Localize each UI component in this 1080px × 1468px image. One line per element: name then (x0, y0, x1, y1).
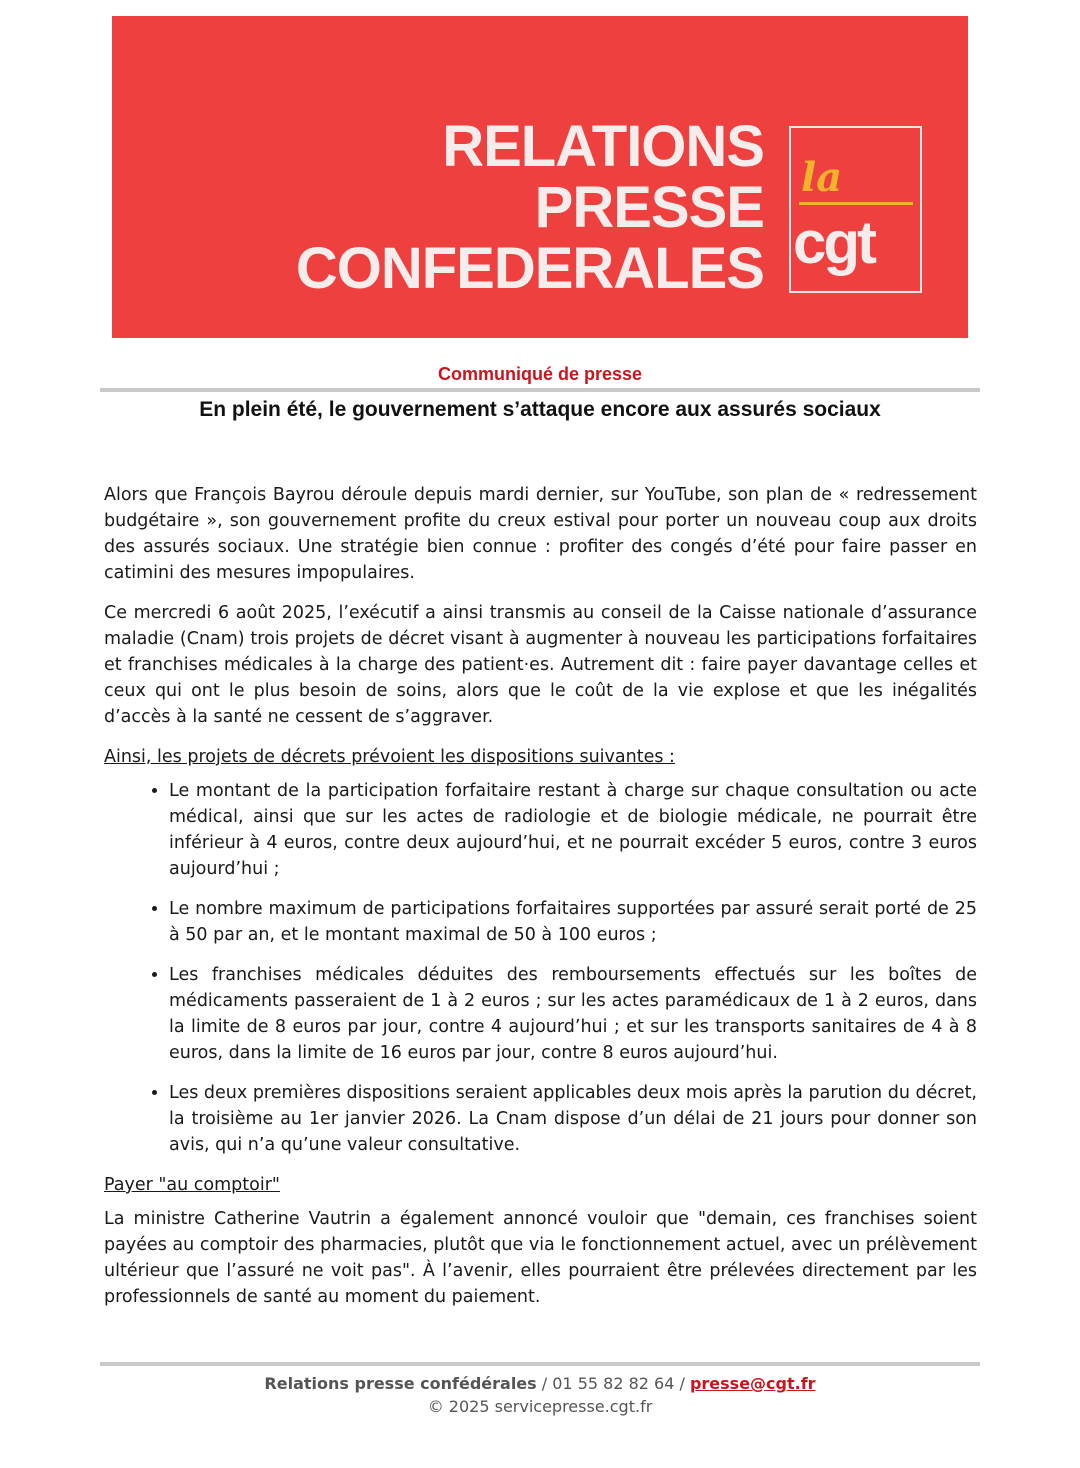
intro-paragraph: Alors que François Bayrou déroule depuis mardi dernier, sur YouTube, son plan de « redressement budgétaire », son gouvernement profite du creux estival pour porter un nouveau coup aux droits des assurés sociaux. Une stratégie bien connue : profiter des congés d’été pour faire passer en catimini des mesures impopulaires. (104, 485, 977, 583)
banner-title-line: PRESSE (534, 175, 764, 240)
logo-cgt-text: cgt (793, 209, 874, 276)
document-type-label: Communiqué de presse (437, 364, 643, 384)
banner-title (296, 116, 764, 299)
section-heading-dispositions: Ainsi, les projets de décrets prévoient les dispositions suivantes : (104, 747, 675, 767)
footer-separator: / (536, 1374, 553, 1393)
list-item: • Le montant de la participation forfaitaire restant à charge sur chaque consultation ou acte médical, ainsi que sur les actes de radiologie et de biologie médicale, ne pourrait être inférieur à 4 euros, contre deux aujourd’hui, et ne pourrait excéder 5 euros, contre 3 euros aujourd’hui ; (169, 778, 977, 882)
section-heading-comptoir: Payer "au comptoir" (104, 1175, 280, 1195)
press-release-body (104, 482, 977, 1324)
header-banner (112, 16, 968, 338)
list-item: • Les franchises médicales déduites des remboursements effectués sur les boîtes de médicaments passeraient de 1 à 2 euros ; sur les actes paramédicaux de 1 à 2 euros, dans la limite de 8 euros par jour, contre 4 aujourd’hui ; et sur les transports sanitaires de 4 à 8 euros, dans la limite de 16 euros par jour, contre 8 euros aujourd’hui. (169, 962, 977, 1066)
footer-email-link[interactable]: presse@cgt.fr (689, 1374, 816, 1393)
banner-title-line: RELATIONS (442, 114, 764, 179)
footer (0, 1372, 1080, 1418)
footer-phone: 01 55 82 82 64 (552, 1374, 675, 1393)
footer-separator: / (674, 1374, 690, 1393)
dispositions-list (104, 778, 977, 1158)
banner-title-line: CONFEDERALES (295, 236, 764, 301)
comptoir-paragraph: La ministre Catherine Vautrin a également annoncé vouloir que "demain, ces franchises soient payées au comptoir des pharmacies, plutôt que via le fonctionnement actuel, avec un prélèvement ultérieur que l’assuré ne voit pas". À l’avenir, elles pourraient être prélevées directement par les professionnels de santé au moment du paiement. (104, 1209, 977, 1307)
context-paragraph: Ce mercredi 6 août 2025, l’exécutif a ainsi transmis au conseil de la Caisse nationale d’assurance maladie (Cnam) trois projets de décret visant à augmenter à nouveau les participations forfaitaires et franchises médicales à la charge des patient·es. Autrement dit : faire payer davantage celles et ceux qui ont le plus besoin de soins, alors que le coût de la vie explose et que les inégalités d’accès à la santé ne cessent de s’aggraver. (104, 603, 977, 727)
bottom-divider (100, 1362, 980, 1366)
list-item: • Le nombre maximum de participations forfaitaires supportées par assuré serait porté de 25 à 50 par an, et le montant maximal de 50 à 100 euros ; (169, 896, 977, 948)
footer-org: Relations presse confédérales (264, 1374, 537, 1393)
footer-copyright: © 2025 servicepresse.cgt.fr (427, 1397, 653, 1416)
logo-swash (799, 202, 913, 205)
footer-contact-line (0, 1372, 1080, 1395)
list-item: • Les deux premières dispositions seraient applicables deux mois après la parution du décret, la troisième au 1er janvier 2026. La Cnam dispose d’un délai de 21 jours pour donner son avis, qui n’a qu’une valeur consultative. (169, 1080, 977, 1158)
top-divider (100, 388, 980, 392)
logo-la-text: la (801, 154, 843, 201)
cgt-logo (789, 126, 922, 293)
page-title: En plein été, le gouvernement s’attaque encore aux assurés sociaux (199, 398, 881, 421)
